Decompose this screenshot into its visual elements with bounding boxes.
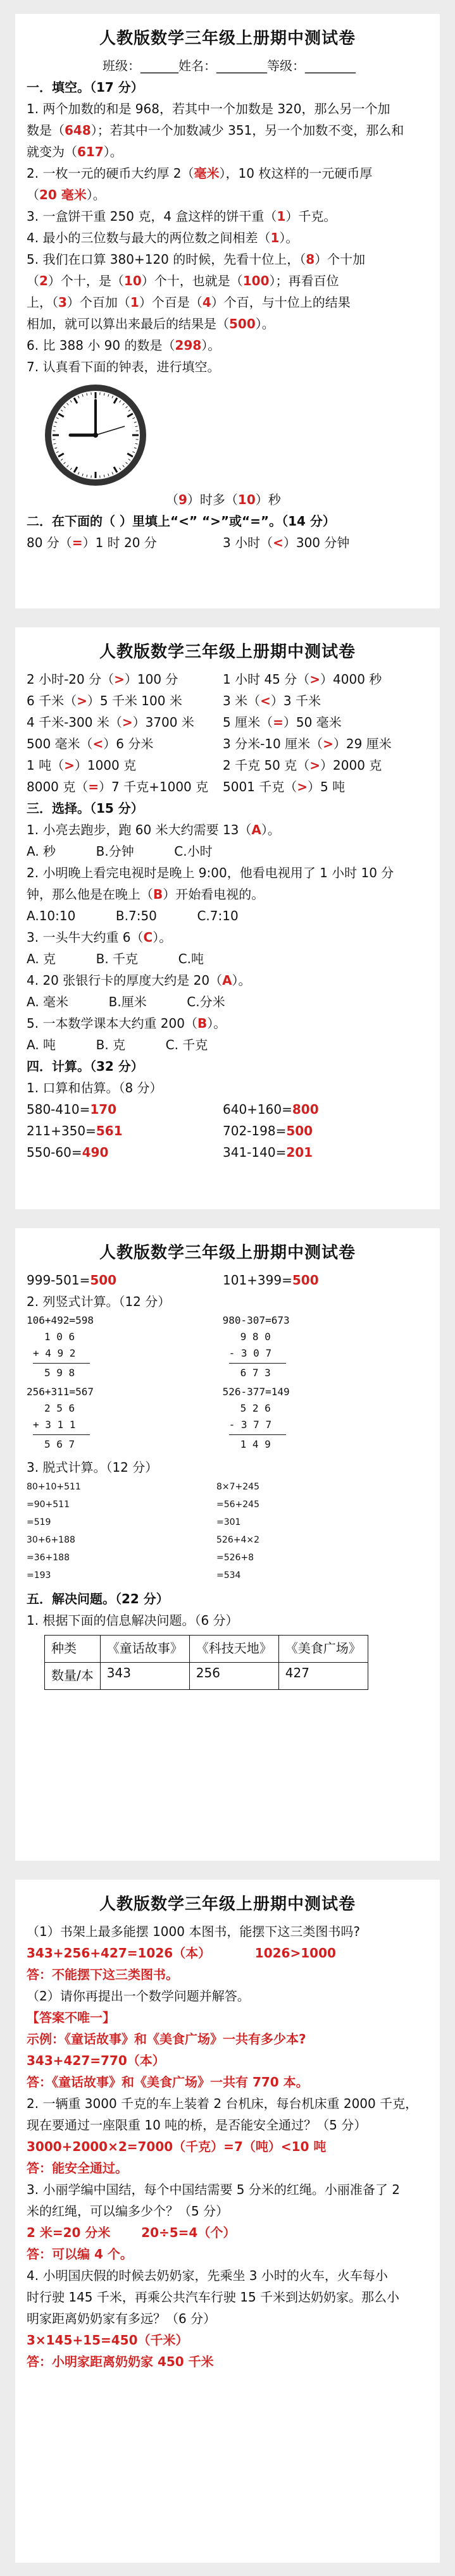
q5-line-a: 5. 我们在口算 380+120 的时候，先看十位上，（8）个十加 bbox=[27, 252, 366, 267]
p1-answer-2-conclusion: 答：《童话故事》和《美食广场》一共有 770 本。 bbox=[27, 2074, 309, 2090]
answer: > bbox=[323, 736, 333, 751]
answer: 100 bbox=[242, 273, 270, 288]
answer: 1 bbox=[130, 295, 139, 310]
p1-answer-1: 343+256+427=1026（本） 1026>1000 bbox=[27, 1945, 336, 1961]
answer: 3 bbox=[58, 295, 67, 310]
step-calc-left bbox=[27, 1478, 216, 1584]
table-header-cell: 《美食广场》 bbox=[278, 1636, 368, 1663]
oral-calc-row: 550-60=490 341-140=201 bbox=[27, 1145, 313, 1160]
oral-calc-row: 211+350=561 702-198=500 bbox=[27, 1123, 313, 1138]
problem-3-answer: 答：可以编 4 个。 bbox=[27, 2246, 133, 2262]
oral-calc-row: 580-410=170 640+160=800 bbox=[27, 1102, 319, 1117]
p1-question-2: （2）请你再提出一个数学问题并解答。 bbox=[27, 1988, 250, 2004]
p1-question-1: （1）书架上最多能摆 1000 本图书，能摆下这三类图书吗? bbox=[27, 1924, 360, 1939]
vertical-calc-heading: 2. 列竖式计算。（12 分） bbox=[27, 1294, 171, 1309]
q4-line: 4. 最小的三位数与最大的两位数之间相差（1）。 bbox=[27, 230, 299, 245]
answer: > bbox=[309, 758, 321, 773]
problem-4-a: 4. 小明国庆假的时候去奶奶家，先乘坐 3 小时的火车，火车每小 bbox=[27, 2268, 388, 2283]
table-cell: 数量/本 bbox=[45, 1663, 101, 1690]
step-calc-line: 526+4×2 bbox=[216, 1535, 259, 1545]
step-calc-line: =90+511 bbox=[27, 1500, 70, 1510]
answer: > bbox=[297, 779, 308, 794]
answer: 1 bbox=[270, 230, 280, 245]
p1-answer-2-example: 示例：《童话故事》和《美食广场》一共有多少本? bbox=[27, 2031, 306, 2047]
q3-line: 3. 一盒饼干重 250 克，4 盒这样的饼干重（1）千克。 bbox=[27, 209, 337, 224]
answer: < bbox=[260, 693, 271, 708]
section-4-heading: 四．计算。（32 分） bbox=[27, 1059, 144, 1074]
problem-1-heading: 1. 根据下面的信息解决问题。（6 分） bbox=[27, 1613, 239, 1628]
vertical-calc-4: 526-377=149 5 2 6 - 3 7 7 1 4 9 bbox=[222, 1386, 290, 1450]
answer: 10 bbox=[237, 492, 256, 507]
choice-4-options: A. 毫米 B.厘米 C.分米 bbox=[27, 994, 225, 1009]
choice-3: 3. 一头牛大约重 6（C）。 bbox=[27, 930, 172, 945]
choice-2-b: 钟，那么他是在晚上（B）开始看电视的。 bbox=[27, 887, 265, 902]
problem-4-b: 时行驶 145 千米，再乘公共汽车行驶 15 千米到达奶奶家。那么小 bbox=[27, 2289, 400, 2305]
step-calc-block bbox=[27, 1478, 428, 1584]
answer: 毫米 bbox=[194, 166, 220, 181]
problem-3-a: 3. 小丽学编中国结，每个中国结需要 5 分米的红绳。小丽准备了 2 bbox=[27, 2182, 400, 2197]
p1-answer-2-note: 【答案不唯一】 bbox=[27, 2010, 115, 2025]
answer: 617 bbox=[77, 144, 104, 159]
q1-line-c: 就变为（617）。 bbox=[27, 144, 123, 159]
step-calc-heading: 3. 脱式计算。（12 分） bbox=[27, 1460, 158, 1475]
choice-1: 1. 小亮去跑步，跑 60 米大约需要 13（A）。 bbox=[27, 822, 280, 837]
answer: 500 bbox=[229, 316, 256, 331]
worksheet-page-1 bbox=[15, 14, 440, 608]
answer: > bbox=[122, 715, 133, 730]
section-3-heading: 三．选择。（15 分） bbox=[27, 801, 144, 816]
q5-line-c: 上，（3）个百加（1）个百是（4）个百，与十位上的结果 bbox=[27, 295, 351, 310]
class-name-line: 班级：______姓名：________等级：________ bbox=[103, 58, 356, 73]
page-title: 人教版数学三年级上册期中测试卷 bbox=[99, 643, 356, 662]
problem-2-a: 2. 一辆重 3000 千克的车上装着 2 台机床，每台机床重 2000 千克， bbox=[27, 2096, 418, 2111]
oral-calc-rows bbox=[27, 1099, 428, 1163]
compare-row: 1 吨（>）1000 克 2 千克 50 克（>）2000 克 bbox=[27, 758, 382, 773]
oral-calc-row: 999-501=500 101+399=500 bbox=[27, 1273, 319, 1288]
choice-4: 4. 20 张银行卡的厚度大约是 20（A）。 bbox=[27, 973, 251, 988]
problem-4-answer: 答：小明家距离奶奶家 450 千米 bbox=[27, 2354, 214, 2369]
answer: 2 bbox=[39, 273, 48, 288]
compare-row: 80 分（=）1 时 20 分 3 小时（<）300 分钟 bbox=[27, 535, 350, 550]
p1-answer-2-calc: 343+427=770（本） bbox=[27, 2053, 165, 2068]
answer: > bbox=[309, 672, 321, 687]
step-calc-line: =56+245 bbox=[216, 1500, 259, 1510]
vertical-calc-3: 256+311=567 2 5 6 + 3 1 1 5 6 7 bbox=[27, 1386, 94, 1450]
vertical-calc-1: 106+492=598 1 0 6 + 4 9 2 5 9 8 bbox=[27, 1314, 94, 1379]
problem-2-b: 现在要通过一座限重 10 吨的桥，是否能安全通过？（5 分） bbox=[27, 2117, 367, 2133]
q7-line: 7. 认真看下面的钟表，进行填空。 bbox=[27, 359, 220, 374]
worksheet-page-4 bbox=[15, 1880, 440, 2563]
q5-line-b: （2）个十，是（10）个十，也就是（100）；再看百位 bbox=[27, 273, 339, 288]
answer: 4 bbox=[202, 295, 211, 310]
table-header-cell: 种类 bbox=[45, 1636, 101, 1663]
choice-5: 5. 一本数学课本大约重 200（B）。 bbox=[27, 1016, 227, 1031]
worksheet-page-2 bbox=[15, 627, 440, 1209]
compare-row: 8000 克（=）7 千克+1000 克 5001 千克（>）5 吨 bbox=[27, 779, 346, 794]
vertical-calc-2: 980-307=673 9 8 0 - 3 0 7 6 7 3 bbox=[222, 1314, 290, 1379]
step-calc-line: 8×7+245 bbox=[216, 1482, 259, 1492]
answer: 298 bbox=[175, 338, 202, 353]
problem-4-c: 明家距离奶奶家有多远？（6 分） bbox=[27, 2311, 216, 2326]
step-calc-right bbox=[216, 1478, 259, 1584]
step-calc-line: =193 bbox=[27, 1570, 51, 1581]
step-calc-line: 30+6+188 bbox=[27, 1535, 75, 1545]
choice-5-options: A. 吨 B. 克 C. 千克 bbox=[27, 1037, 208, 1052]
oral-calc-heading: 1. 口算和估算。（8 分） bbox=[27, 1080, 163, 1095]
step-calc-line: =36+188 bbox=[27, 1553, 70, 1563]
answer: > bbox=[114, 672, 125, 687]
section-2-heading: 二．在下面的（ ）里填上“<” “>”或“=”。（14 分） bbox=[27, 514, 335, 529]
answer: = bbox=[88, 779, 99, 794]
answer: 1 bbox=[277, 209, 286, 224]
answer: 10 bbox=[123, 273, 142, 288]
problem-2-calc: 3000+2000×2=7000（千克）=7（吨）<10 吨 bbox=[27, 2139, 327, 2154]
step-calc-line: 80+10+511 bbox=[27, 1482, 81, 1492]
compare-row: 6 千米（>）5 千米 100 米 3 米（<）3 千米 bbox=[27, 693, 321, 708]
problem-2-answer: 答：能安全通过。 bbox=[27, 2160, 128, 2176]
q6-line: 6. 比 388 小 90 的数是（298）。 bbox=[27, 338, 221, 353]
book-info-table bbox=[44, 1635, 368, 1690]
problem-3-calc: 2 米=20 分米 20÷5=4（个） bbox=[27, 2225, 236, 2240]
page-title: 人教版数学三年级上册期中测试卷 bbox=[99, 1243, 356, 1262]
answer: 648 bbox=[65, 123, 91, 138]
section-1-heading: 一．填空。（17 分） bbox=[27, 80, 144, 95]
step-calc-line: =534 bbox=[216, 1570, 241, 1581]
step-calc-line: =301 bbox=[216, 1517, 241, 1527]
compare-row: 500 毫米（<）6 分米 3 分米-10 厘米（>）29 厘米 bbox=[27, 736, 392, 751]
q2-line-a: 2. 一枚一元的硬币大约厚 2（毫米），10 枚这样的一元硬币厚 bbox=[27, 166, 373, 181]
page-title: 人教版数学三年级上册期中测试卷 bbox=[99, 29, 356, 48]
q5-line-d: 相加，就可以算出来最后的结果是（500）。 bbox=[27, 316, 275, 331]
oral-calc-rows bbox=[27, 1269, 428, 1291]
answer: = bbox=[273, 715, 284, 730]
table-cell: 343 bbox=[100, 1663, 189, 1690]
choice-2-options: A.10:10 B.7:50 C.7:10 bbox=[27, 908, 239, 923]
compare-rows bbox=[27, 669, 428, 798]
step-calc-line: =519 bbox=[27, 1517, 51, 1527]
vertical-calc-block bbox=[27, 1312, 428, 1453]
table-header-cell: 《科技天地》 bbox=[189, 1636, 278, 1663]
q1-line-a: 1. 两个加数的和是 968，若其中一个加数是 320，那么另一个加 bbox=[27, 101, 390, 116]
clock-answer-line: （9）时多（10）秒 bbox=[166, 492, 281, 507]
compare-row: 2 小时-20 分（>）100 分 1 小时 45 分（>）4000 秒 bbox=[27, 672, 382, 687]
table-cell: 427 bbox=[278, 1663, 368, 1690]
worksheet-page-3 bbox=[15, 1228, 440, 1861]
section-5-heading: 五．解决问题。（22 分） bbox=[27, 1591, 169, 1606]
compare-row: 4 千米-300 米（>）3700 米 5 厘米（=）50 毫米 bbox=[27, 715, 342, 730]
problem-3-b: 米的红绳，可以编多少个？（5 分） bbox=[27, 2203, 229, 2219]
clock-image bbox=[42, 381, 149, 489]
answer: > bbox=[77, 693, 87, 708]
choice-1-options: A. 秒 B.分钟 C.小时 bbox=[27, 844, 213, 859]
table-header-cell: 《童话故事》 bbox=[100, 1636, 189, 1663]
answer: 8 bbox=[306, 252, 315, 267]
answer: < bbox=[92, 736, 104, 751]
answer: > bbox=[64, 758, 75, 773]
q2-line-b: （20 毫米）。 bbox=[27, 187, 106, 202]
table-cell: 256 bbox=[189, 1663, 278, 1690]
step-calc-line: =526+8 bbox=[216, 1553, 254, 1563]
page-title: 人教版数学三年级上册期中测试卷 bbox=[99, 1895, 356, 1914]
choice-3-options: A. 克 B. 千克 C.吨 bbox=[27, 951, 204, 966]
problem-4-calc: 3×145+15=450（千米） bbox=[27, 2333, 189, 2348]
answer: 9 bbox=[178, 492, 187, 507]
p1-answer-1-conclusion: 答：不能摆下这三类图书。 bbox=[27, 1967, 178, 1982]
answer: 20 毫米 bbox=[39, 187, 87, 202]
choice-2-a: 2. 小明晚上看完电视时是晚上 9:00，他看电视用了 1 小时 10 分 bbox=[27, 865, 394, 880]
q1-line-b: 数是（648）；若其中一个加数减少 351，另一个加数不变，那么和 bbox=[27, 123, 404, 138]
